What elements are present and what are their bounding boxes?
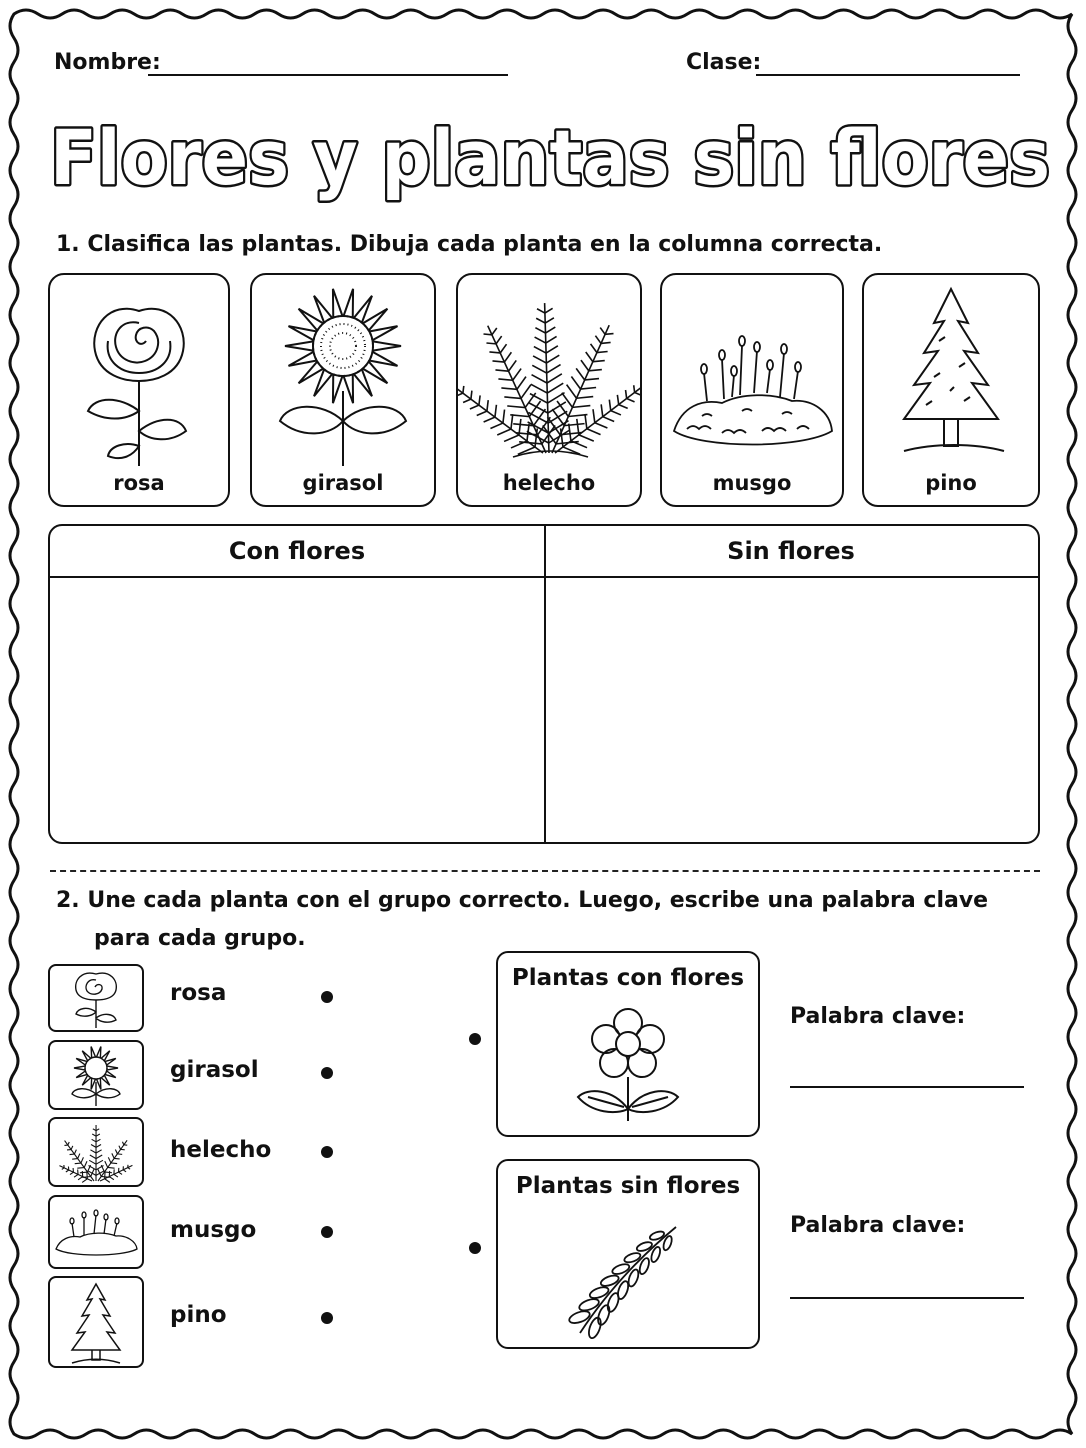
- without-flowers-header: Sin flores: [544, 526, 1038, 578]
- svg-text:Flores y plantas sin flores: Flores y plantas sin flores: [50, 113, 1050, 202]
- match-dot-pino[interactable]: [321, 1312, 333, 1324]
- match-plant-label: girasol: [170, 1057, 259, 1083]
- keyword-label: Palabra clave:: [790, 1004, 966, 1029]
- sunflower-icon: [50, 1042, 142, 1108]
- with-flowers-column[interactable]: [50, 526, 546, 842]
- section2-instruction-line2: para cada grupo.: [94, 926, 306, 951]
- classification-table: [48, 524, 1040, 844]
- match-dot-musgo[interactable]: [321, 1226, 333, 1238]
- keyword-field-with-flowers[interactable]: [790, 1086, 1024, 1088]
- thumb-musgo: [48, 1195, 144, 1269]
- match-dot-group-without-flowers[interactable]: [469, 1242, 481, 1254]
- match-plant-label: musgo: [170, 1217, 257, 1243]
- match-dot-rosa[interactable]: [321, 991, 333, 1003]
- group-title: Plantas con flores: [511, 965, 745, 991]
- without-flowers-column[interactable]: [544, 526, 1038, 842]
- page-title: [40, 96, 1060, 216]
- plant-card-label: rosa: [113, 471, 165, 495]
- group-title: Plantas sin flores: [515, 1173, 741, 1199]
- thumb-girasol: [48, 1040, 144, 1110]
- plant-card-girasol: [250, 273, 436, 507]
- rose-icon: [50, 281, 228, 471]
- fern-icon: [50, 1119, 142, 1185]
- name-label: Nombre:: [54, 50, 161, 75]
- section1-instruction: 1. Clasifica las plantas. Dibuja cada planta en la columna correcta.: [56, 232, 883, 257]
- moss-icon: [662, 281, 842, 471]
- plant-card-label: helecho: [502, 471, 596, 495]
- pine-icon: [50, 1278, 142, 1366]
- plant-card-musgo: [660, 273, 844, 507]
- section-divider: [50, 870, 1040, 872]
- sunflower-icon: [252, 281, 434, 471]
- plant-card-label: musgo: [712, 471, 792, 495]
- class-label: Clase:: [686, 50, 762, 75]
- leaf-frond-icon: [558, 1215, 698, 1343]
- match-dot-group-with-flowers[interactable]: [469, 1033, 481, 1045]
- thumb-rosa: [48, 964, 144, 1032]
- plant-card-label: girasol: [302, 471, 384, 495]
- keyword-field-without-flowers[interactable]: [790, 1297, 1024, 1299]
- fern-icon: [458, 281, 640, 471]
- plant-card-rosa: [48, 273, 230, 507]
- rose-icon: [50, 966, 142, 1030]
- match-dot-girasol[interactable]: [321, 1067, 333, 1079]
- with-flowers-header: Con flores: [50, 526, 544, 578]
- group-without-flowers: [496, 1159, 760, 1349]
- group-with-flowers: [496, 951, 760, 1137]
- section2-instruction-line1: 2. Une cada planta con el grupo correcto. Luego, escribe una palabra clave: [56, 888, 989, 913]
- plant-card-pino: [862, 273, 1040, 507]
- match-plant-label: helecho: [170, 1137, 272, 1163]
- flower-icon: [558, 1001, 698, 1131]
- moss-icon: [50, 1197, 142, 1267]
- plant-card-helecho: [456, 273, 642, 507]
- thumb-helecho: [48, 1117, 144, 1187]
- plant-card-label: pino: [925, 471, 977, 495]
- match-plant-label: pino: [170, 1302, 227, 1328]
- thumb-pino: [48, 1276, 144, 1368]
- class-field[interactable]: [756, 74, 1020, 76]
- keyword-label: Palabra clave:: [790, 1213, 966, 1238]
- match-dot-helecho[interactable]: [321, 1146, 333, 1158]
- name-field[interactable]: [148, 74, 508, 76]
- pine-icon: [864, 281, 1038, 471]
- match-plant-label: rosa: [170, 980, 227, 1006]
